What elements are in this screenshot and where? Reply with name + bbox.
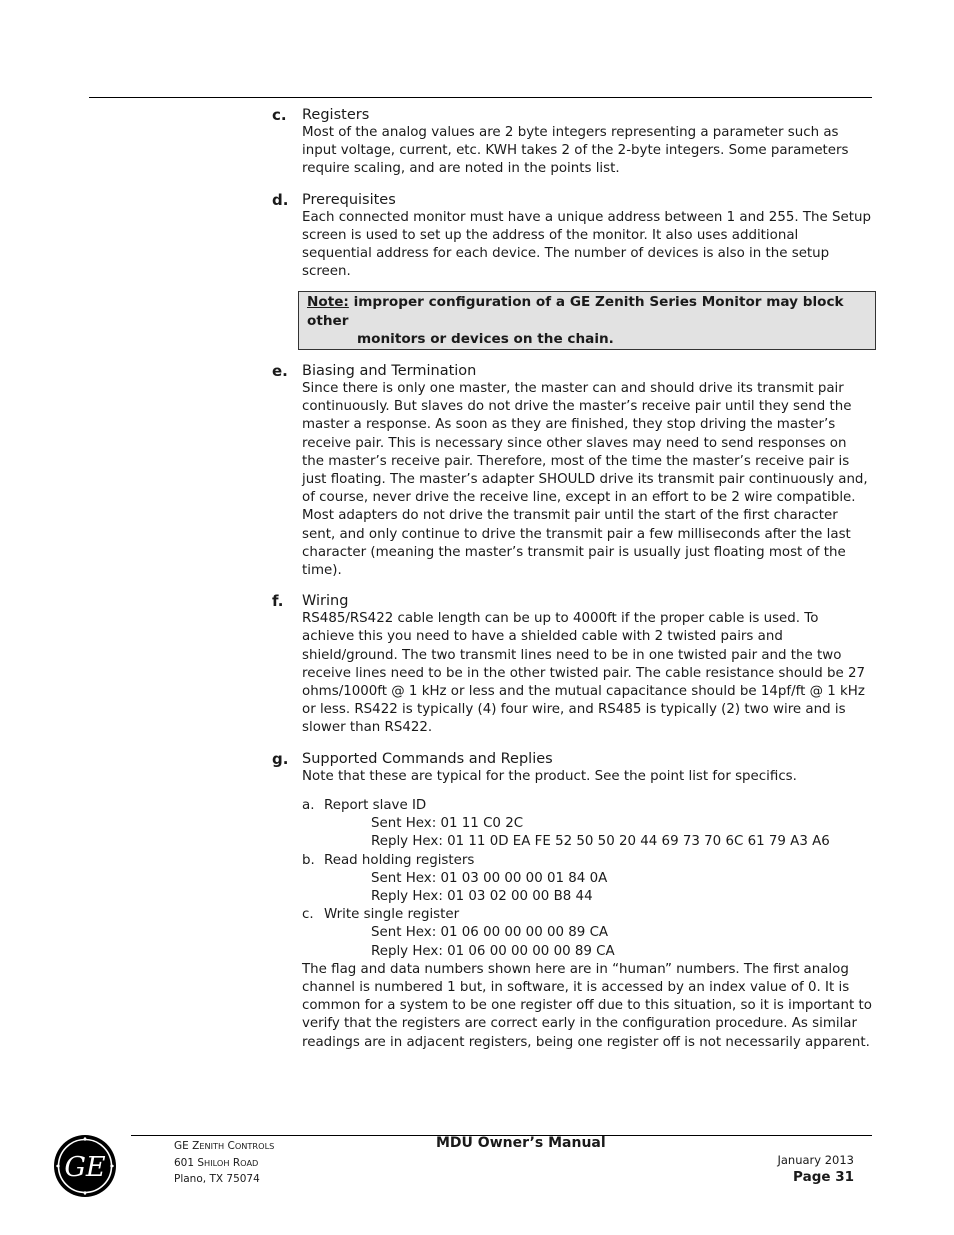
- ge-logo-icon: [53, 1134, 117, 1198]
- section-heading: [272, 592, 872, 610]
- section-heading: [272, 191, 872, 209]
- command-label: [302, 852, 872, 870]
- command-item: [302, 797, 872, 852]
- command-name: Report slave ID: [324, 797, 427, 813]
- command-label: [302, 797, 872, 815]
- command-number: b.: [302, 852, 315, 868]
- note-line: [307, 293, 867, 329]
- section-commands: [272, 750, 872, 1052]
- paragraph: Most of the analog values are 2 byte integers representing a parameter such as input voltage, current, etc. KWH takes 2 of the 2-byte integers. Some parameters require scaling, and are noted in the points list.: [302, 125, 849, 177]
- section-body: [272, 209, 872, 282]
- paragraph: RS485/RS422 cable length can be up to 4000ft if the proper cable is used. To achieve this you need to have a shielded cable with 2 twisted pairs and shield/ground. The two transmit lines need to be in one twisted pair and the two receive lines need to be in the other twisted pair. The cable resistance should be 27 ohms/1000ft @ 1 kHz or less and the mutual capacitance should be 14pf/ft @ 1 kHz or less. RS422 is typically (4) four wire, and RS485 is typically (2) two wire and is slower than RS422.: [302, 611, 866, 736]
- command-number: c.: [302, 907, 314, 923]
- command-reply-hex: Reply Hex: 01 06 00 00 00 00 89 CA: [371, 943, 615, 959]
- publication-date: January 2013: [777, 1153, 854, 1167]
- section-body: [272, 768, 872, 786]
- section-body: [272, 610, 872, 737]
- command-list: [272, 797, 872, 961]
- section-body: [272, 380, 872, 580]
- section-closing: [272, 961, 872, 1052]
- command-number: a.: [302, 797, 315, 813]
- section-registers: [272, 106, 872, 179]
- street-address: 601 SHILOH ROAD: [174, 1156, 259, 1169]
- section-letter: g.: [272, 749, 289, 768]
- section-heading: [272, 106, 872, 124]
- section-letter: f.: [272, 592, 284, 611]
- note-box: [298, 291, 876, 350]
- section-wiring: [272, 592, 872, 737]
- section-title: Supported Commands and Replies: [302, 750, 553, 767]
- section-title: Registers: [302, 107, 370, 123]
- section-heading: [272, 362, 872, 380]
- section-heading: [272, 750, 872, 768]
- section-prerequisites: [272, 191, 872, 350]
- page-number: Page 31: [793, 1169, 854, 1185]
- command-label: [302, 906, 872, 924]
- manual-title: MDU Owner’s Manual: [436, 1135, 606, 1151]
- note-text: improper configuration of a GE Zenith Series Monitor may block other: [307, 294, 844, 329]
- command-name: Write single register: [324, 907, 460, 923]
- document-body: [272, 106, 872, 1064]
- note-text-continued: monitors or devices on the chain.: [357, 330, 614, 347]
- section-body: [272, 124, 872, 179]
- command-sent-hex: Sent Hex: 01 11 C0 2C: [371, 816, 524, 832]
- company-address: [174, 1138, 274, 1188]
- command-reply-hex: Reply Hex: 01 03 02 00 00 B8 44: [371, 888, 593, 904]
- section-title: Wiring: [302, 593, 349, 610]
- section-letter: d.: [272, 190, 289, 209]
- command-item: [302, 852, 872, 907]
- paragraph: Since there is only one master, the master can and should drive its transmit pair continuously. But slaves do not drive the master’s receive pair until they send the master a response. As soon as they are finished, they stop driving the master’s receive pair. This is necessary since other slaves may need to send responses on the master’s receive pair. Therefore, most of the time the master’s receive pair is just floating. The master’s adapter SHOULD drive its transmit pair continuously and, of course, never drive the receive line, except in an effort to be 2 wire compatible. Most adapters do not drive the transmit pair until the start of the first character sent, and only continue to drive the transmit pair a few milliseconds after the last character (meaning the master’s transmit pair is usually just floating most of the time).: [302, 381, 868, 579]
- section-title: Biasing and Termination: [302, 363, 477, 380]
- paragraph: Note that these are typical for the product. See the point list for specifics.: [302, 768, 797, 784]
- footer-date-page: [777, 1152, 854, 1186]
- header-rule: [89, 97, 872, 98]
- section-letter: c.: [272, 106, 287, 124]
- paragraph: Each connected monitor must have a unique address between 1 and 255. The Setup screen is used to set up the address of the monitor. It also uses additional sequential address for each device. The number of devices is also in the setup screen.: [302, 209, 872, 280]
- command-sent-hex: Sent Hex: 01 06 00 00 00 00 89 CA: [371, 925, 609, 941]
- command-name: Read holding registers: [324, 852, 475, 868]
- city-state-zip: Plano, TX 75074: [174, 1173, 260, 1185]
- paragraph: The flag and data numbers shown here are in “human” numbers. The first analog channel is numbered 1 but, in software, it is accessed by an index value of 0. It is common for a system to be one register off due to this situation, so it is important to verify that the registers are correct early in the configuration procedure. As similar readings are in adjacent registers, being one register off is not necessarily apparent.: [302, 961, 872, 1050]
- section-biasing: [272, 362, 872, 580]
- command-reply-hex: Reply Hex: 01 11 0D EA FE 52 50 50 20 44 69 73 70 6C 61 79 A3 A6: [371, 834, 830, 850]
- section-title: Prerequisites: [302, 191, 396, 208]
- ge-logo-lettering: GE: [64, 1152, 106, 1183]
- command-item: [302, 906, 872, 961]
- company-name: GE ZENITH CONTROLS: [174, 1140, 275, 1152]
- command-sent-hex: Sent Hex: 01 03 00 00 00 01 84 0A: [371, 870, 608, 886]
- note-label: Note:: [307, 294, 349, 311]
- section-letter: e.: [272, 362, 288, 381]
